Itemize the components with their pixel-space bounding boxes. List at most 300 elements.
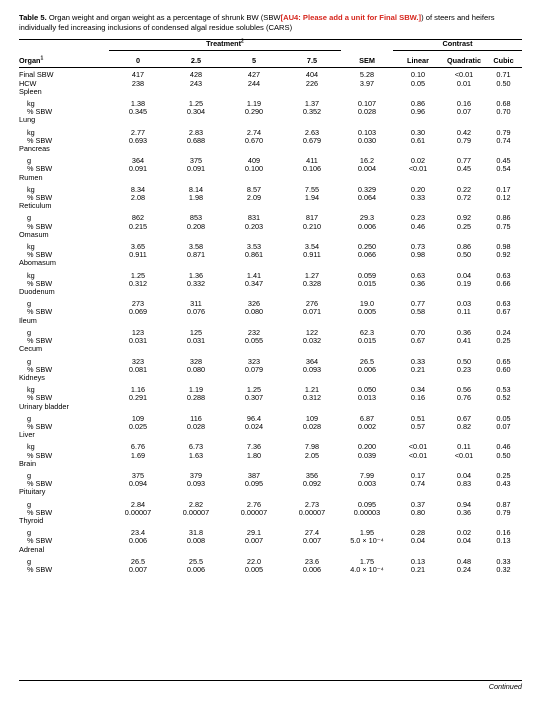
table-cell: 0.031 [186, 336, 206, 346]
table-cell: 0.030 [357, 135, 377, 145]
row-label: % SBW [27, 221, 53, 231]
organ-name: Pituitary [19, 487, 46, 497]
table-row [19, 108, 522, 116]
table-cell [283, 288, 341, 296]
table-cell: 22.0 [246, 556, 262, 566]
table-cell: 0.103 [357, 127, 377, 137]
table-cell: 0.51 [410, 413, 426, 423]
table-cell [443, 546, 485, 554]
organ-group-row [19, 374, 522, 382]
table-cell: 0.006 [186, 564, 206, 574]
table-cell: 0.871 [186, 250, 206, 260]
table-cell [283, 345, 341, 353]
table-cell [443, 231, 485, 239]
table-cell [109, 488, 167, 496]
table-cell: 379 [189, 470, 203, 480]
table-cell [167, 403, 225, 411]
table-row [19, 423, 522, 431]
table-cell: 0.45 [496, 156, 511, 166]
table-cell: 3.97 [359, 78, 375, 88]
organ-group-row [19, 231, 522, 239]
table-cell: 0.92 [496, 250, 511, 260]
table-cell: 0.005 [244, 564, 264, 574]
table-row [19, 394, 522, 402]
table-row [19, 280, 522, 288]
table-cell [341, 345, 393, 353]
table-cell: <0.01 [408, 450, 428, 460]
table-cell: 0.10 [410, 70, 426, 80]
continued-note: Continued [488, 682, 522, 691]
table-cell: 0.911 [303, 250, 321, 260]
table-cell: 0.107 [357, 99, 377, 109]
table-row [19, 239, 522, 251]
table-cell: 276 [305, 299, 319, 309]
table-cell: 109 [305, 413, 319, 423]
table-cell [443, 88, 485, 96]
table-cell [443, 317, 485, 325]
table-cell: 244 [247, 78, 261, 88]
table-cell: 0.028 [186, 421, 206, 431]
row-label: g [27, 556, 32, 566]
table-cell [225, 345, 283, 353]
table-cell [443, 174, 485, 182]
table-cell: 7.36 [246, 442, 262, 452]
table-cell: 3.54 [304, 242, 320, 252]
table-cell: 0.83 [456, 479, 472, 489]
table-cell [109, 374, 167, 382]
table-cell: 0.092 [302, 479, 322, 489]
row-label: kg [27, 385, 35, 395]
table-cell: 0.54 [496, 164, 511, 174]
organ-group-row [19, 202, 522, 210]
table-cell [393, 231, 443, 239]
table-cell: 1.19 [188, 385, 204, 395]
table-cell [393, 488, 443, 496]
table-cell: 0.12 [496, 193, 511, 203]
row-label: % SBW [27, 307, 53, 317]
table-cell [393, 460, 443, 468]
table-cell [341, 116, 393, 124]
table-cell: 0.210 [302, 221, 322, 231]
table-cell: 0.00007 [182, 507, 210, 517]
organ-group-row [19, 345, 522, 353]
table-row [19, 525, 522, 537]
table-cell: 0.008 [186, 536, 206, 546]
table-cell: 0.70 [410, 327, 426, 337]
organ-name: Spleen [19, 86, 42, 96]
table-cell [485, 231, 522, 239]
table-cell [167, 517, 225, 525]
table-cell [485, 517, 522, 525]
table-cell: 1.27 [304, 270, 320, 280]
table-label: Table 5. [19, 13, 47, 22]
table-cell [225, 259, 283, 267]
organ-name: Abomasum [19, 258, 56, 268]
table-cell [283, 145, 341, 153]
organ-group-row [19, 546, 522, 554]
author-query: [AU4: Please add a unit for Final SBW.] [280, 13, 422, 22]
table-cell [283, 460, 341, 468]
table-row [19, 354, 522, 366]
table-cell: 0.288 [186, 393, 206, 403]
table-cell: 0.00003 [353, 507, 381, 517]
table-cell: 96.4 [246, 413, 262, 423]
table-cell: 409 [247, 156, 261, 166]
table-cell: 0.07 [496, 421, 511, 431]
table-cell: 0.203 [244, 221, 264, 231]
table-cell: 0.86 [410, 99, 426, 109]
table-cell [341, 202, 393, 210]
table-cell: 125 [189, 327, 203, 337]
table-cell: 0.013 [357, 393, 377, 403]
table-cell [109, 317, 167, 325]
table-cell [341, 288, 393, 296]
table-row [19, 537, 522, 545]
table-cell: 0.352 [302, 107, 322, 117]
table-cell [225, 231, 283, 239]
table-cell: 0.50 [496, 78, 511, 88]
table-cell [167, 546, 225, 554]
table-cell: 0.688 [186, 135, 206, 145]
table-cell: 0.076 [186, 307, 206, 317]
table-cell: 2.05 [304, 450, 320, 460]
table-cell: 1.21 [304, 385, 320, 395]
table-cell [485, 259, 522, 267]
table-cell: 2.09 [246, 193, 262, 203]
table-cell: 0.080 [186, 364, 206, 374]
table-cell [225, 431, 283, 439]
table-cell [225, 116, 283, 124]
table-cell: 23.6 [304, 556, 320, 566]
table-cell: 0.291 [128, 393, 148, 403]
row-label: g [27, 156, 32, 166]
table-cell: 0.025 [128, 421, 148, 431]
row-label: Final SBW [19, 70, 54, 80]
col-header: SEM [359, 55, 375, 65]
table-cell [341, 460, 393, 468]
table-cell: 0.006 [128, 536, 148, 546]
table-cell: 1.16 [130, 385, 146, 395]
row-label: % SBW [27, 364, 53, 374]
table-cell: 0.79 [496, 507, 511, 517]
table-cell [225, 546, 283, 554]
table-cell: 0.25 [496, 470, 511, 480]
table-cell: 19.0 [359, 299, 375, 309]
table-cell: 0.055 [244, 336, 264, 346]
table-cell: 2.63 [304, 127, 320, 137]
table-cell: 862 [131, 213, 145, 223]
table-cell [109, 231, 167, 239]
table-cell: 0.53 [496, 385, 511, 395]
row-label: g [27, 470, 32, 480]
table-cell [485, 403, 522, 411]
table-cell [109, 546, 167, 554]
table-cell: 0.65 [496, 356, 511, 366]
table-cell [283, 317, 341, 325]
table-cell: 0.066 [357, 250, 377, 260]
organ-name: Brain [19, 458, 37, 468]
table-cell: 0.106 [302, 164, 322, 174]
table-cell: 232 [247, 327, 261, 337]
table-cell: 0.34 [410, 385, 426, 395]
organ-group-row [19, 288, 522, 296]
table-cell: 0.007 [244, 536, 264, 546]
table-cell: 3.65 [130, 242, 146, 252]
table-cell: 411 [306, 156, 318, 166]
table-cell: 0.16 [410, 393, 426, 403]
table-cell [225, 488, 283, 496]
organ-group-row [19, 460, 522, 468]
table-cell: 8.14 [188, 184, 204, 194]
table-cell: 0.304 [186, 107, 206, 117]
row-label: kg [27, 99, 35, 109]
table-cell: 27.4 [304, 528, 320, 538]
organ-name: Thyroid [19, 515, 44, 525]
table-cell: 831 [247, 213, 261, 223]
table-cell: 0.028 [302, 421, 322, 431]
table-cell [485, 88, 522, 96]
row-label: % SBW [27, 421, 53, 431]
table-cell: 4.0 × 10⁻⁴ [350, 564, 384, 574]
row-label: % SBW [27, 507, 53, 517]
table-cell: 0.693 [128, 135, 148, 145]
table-cell: 0.19 [456, 278, 472, 288]
table-row [19, 165, 522, 173]
table-cell [485, 488, 522, 496]
table-cell [443, 488, 485, 496]
table-cell: 0.67 [496, 307, 511, 317]
table-cell: 5.28 [359, 70, 375, 80]
table-cell: 1.41 [246, 270, 262, 280]
table-cell [283, 546, 341, 554]
table-cell: 364 [131, 156, 145, 166]
table-cell [167, 259, 225, 267]
table-cell: 0.20 [410, 184, 426, 194]
table-cell [485, 460, 522, 468]
organ-group-row [19, 488, 522, 496]
table-cell [341, 431, 393, 439]
table-cell [341, 546, 393, 554]
table-cell: 0.67 [410, 336, 426, 346]
table-cell [393, 374, 443, 382]
table-cell: 0.17 [410, 470, 426, 480]
row-label: % SBW [27, 164, 53, 174]
group-header-row [19, 40, 522, 51]
table-cell: 0.72 [456, 193, 472, 203]
table-cell: 0.04 [410, 536, 426, 546]
table-cell [283, 259, 341, 267]
table-cell: 2.82 [188, 499, 204, 509]
table-cell: 0.23 [456, 364, 472, 374]
organ-group-row [19, 174, 522, 182]
bottom-rule [19, 680, 522, 681]
table-cell: 0.67 [456, 413, 472, 423]
col-header: Cubic [493, 56, 514, 66]
table-cell [393, 88, 443, 96]
table-cell: 273 [131, 299, 145, 309]
row-label: % SBW [27, 479, 53, 489]
table-row [19, 509, 522, 517]
table-cell: 0.86 [456, 242, 472, 252]
organ-name: Lung [19, 115, 36, 125]
organ-name: Pancreas [19, 144, 50, 154]
table-cell: 0.093 [302, 364, 322, 374]
table-cell [393, 174, 443, 182]
table-cell: 0.75 [496, 221, 511, 231]
table-cell: 122 [305, 327, 319, 337]
table-cell: 2.84 [130, 499, 146, 509]
table-body [19, 68, 522, 574]
table-cell: 0.24 [496, 327, 511, 337]
table-cell: 0.911 [129, 250, 147, 260]
table-cell [485, 202, 522, 210]
table-cell: 0.79 [456, 135, 472, 145]
table-cell: 16.2 [359, 156, 375, 166]
table-cell: 5.0 × 10⁻⁴ [350, 536, 384, 546]
table-cell: 0.004 [357, 164, 377, 174]
table-cell [341, 88, 393, 96]
caption-text-before: Organ weight and organ weight as a percentage of shrunk BW (SBW [46, 13, 281, 22]
table-cell [485, 546, 522, 554]
table-cell [283, 431, 341, 439]
table-cell [225, 288, 283, 296]
table-cell: 0.002 [357, 421, 377, 431]
table-cell: 1.69 [130, 450, 146, 460]
table-cell: 0.02 [410, 156, 426, 166]
table-cell: 375 [189, 156, 203, 166]
table-cell: 0.032 [302, 336, 322, 346]
table-cell [167, 317, 225, 325]
table-cell: 311 [190, 299, 202, 309]
table-cell: 0.57 [410, 421, 426, 431]
table-cell [167, 345, 225, 353]
table-cell [393, 202, 443, 210]
table-cell: <0.01 [408, 164, 428, 174]
col-header: 5 [251, 56, 257, 66]
table-cell [167, 431, 225, 439]
row-label: % SBW [27, 107, 53, 117]
table-row [19, 308, 522, 316]
table-cell: 0.16 [456, 99, 472, 109]
table-cell: 0.028 [357, 107, 377, 117]
table-cell: 0.71 [496, 70, 511, 80]
table-row [19, 468, 522, 480]
table-cell: 0.215 [128, 221, 148, 231]
table-cell: 0.670 [244, 135, 264, 145]
table-cell: 0.04 [456, 270, 472, 280]
table-cell: 1.36 [188, 270, 204, 280]
table-cell [167, 460, 225, 468]
organ-name: Duodenum [19, 287, 55, 297]
table-cell [393, 317, 443, 325]
table-cell [443, 288, 485, 296]
table-cell: 326 [247, 299, 261, 309]
table-cell: 7.99 [359, 470, 375, 480]
table-row [19, 497, 522, 509]
table-cell: 0.208 [186, 221, 206, 231]
table-cell [393, 431, 443, 439]
table-cell: 31.8 [188, 528, 204, 538]
table-cell: 0.02 [456, 528, 472, 538]
table-cell: 0.36 [456, 327, 472, 337]
table-cell [341, 488, 393, 496]
table-cell: 0.43 [496, 479, 511, 489]
organ-name: Rumen [19, 172, 43, 182]
table-cell: 2.74 [246, 127, 262, 137]
col-header: 0 [135, 56, 141, 66]
table-cell: 0.091 [128, 164, 148, 174]
table-cell: 0.11 [457, 307, 471, 317]
table-cell: 1.25 [188, 99, 204, 109]
table-cell: 0.347 [244, 278, 264, 288]
table-cell: 0.92 [456, 213, 472, 223]
table-cell: 417 [131, 70, 145, 80]
table-cell: 0.312 [302, 393, 322, 403]
table-cell: 0.50 [456, 250, 472, 260]
table-row [19, 137, 522, 145]
table-cell [443, 517, 485, 525]
table-cell [225, 317, 283, 325]
organ-group-row [19, 116, 522, 124]
table-cell: 0.58 [410, 307, 426, 317]
table-cell: 29.1 [246, 528, 262, 538]
table-cell: 0.68 [496, 99, 511, 109]
table-cell: 6.87 [359, 413, 375, 423]
table-cell: 0.73 [410, 242, 426, 252]
table-cell: 0.63 [496, 299, 511, 309]
table-cell: 0.861 [244, 250, 264, 260]
table-cell: 0.41 [456, 336, 472, 346]
row-label: HCW [19, 78, 37, 88]
table-cell: 0.329 [357, 184, 377, 194]
table-cell: 1.38 [130, 99, 146, 109]
organ-group-row [19, 403, 522, 411]
table-row [19, 268, 522, 280]
table-cell: 0.312 [128, 278, 148, 288]
table-cell: 0.679 [302, 135, 322, 145]
table-cell: 0.98 [410, 250, 426, 260]
table-cell: 0.23 [410, 213, 426, 223]
row-label: g [27, 213, 32, 223]
table-cell: 0.081 [128, 364, 148, 374]
table-cell: 0.05 [410, 78, 426, 88]
table-cell: 0.00007 [240, 507, 268, 517]
table-cell [283, 116, 341, 124]
organ-group-row [19, 259, 522, 267]
table-cell: 0.30 [410, 127, 426, 137]
table-cell [283, 231, 341, 239]
table-row [19, 153, 522, 165]
table-cell: 0.079 [244, 364, 264, 374]
table-cell [485, 116, 522, 124]
table-cell: 3.58 [188, 242, 204, 252]
table-cell [167, 88, 225, 96]
table-cell: 0.095 [357, 499, 377, 509]
col-header: Quadratic [446, 56, 482, 66]
table-cell [225, 202, 283, 210]
table-cell [283, 202, 341, 210]
table-row [19, 366, 522, 374]
table-cell: 0.63 [496, 270, 511, 280]
row-label: g [27, 356, 32, 366]
table-cell: 23.4 [130, 528, 146, 538]
table-cell: 0.25 [496, 336, 511, 346]
table-cell: 853 [189, 213, 203, 223]
table-cell [167, 231, 225, 239]
table-cell: 6.76 [130, 442, 146, 452]
table-cell: 0.96 [410, 107, 426, 117]
table-cell: 0.006 [357, 364, 377, 374]
